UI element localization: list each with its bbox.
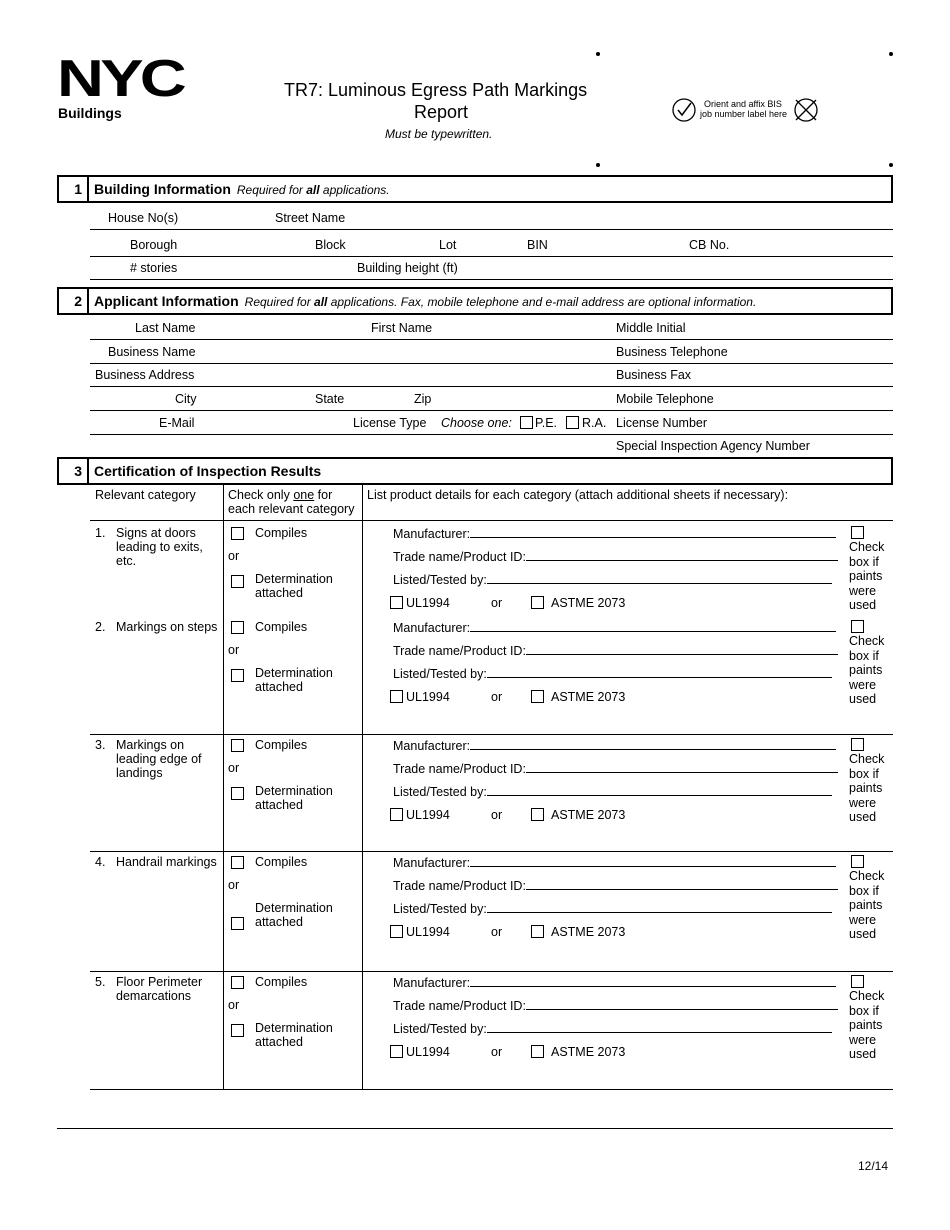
- paints-used-checkbox[interactable]: [851, 738, 864, 751]
- paints-used-label: Check: [849, 540, 885, 554]
- determination-checkbox[interactable]: [231, 1024, 244, 1037]
- determination-label-line2: attached: [255, 1035, 303, 1049]
- manufacturer-field[interactable]: Manufacturer:: [393, 855, 836, 870]
- category-name-line1: Markings on: [116, 738, 185, 752]
- ul1994-checkbox[interactable]: [390, 808, 403, 821]
- category-name-line1: Floor Perimeter: [116, 975, 203, 989]
- ul1994-label: UL1994: [406, 1045, 450, 1059]
- middle-initial-label: Middle Initial: [616, 321, 686, 335]
- manufacturer-field[interactable]: Manufacturer:: [393, 620, 836, 635]
- or-label: or: [228, 761, 240, 775]
- street-name-label: Street Name: [275, 211, 346, 225]
- choose-one-label: Choose one:: [441, 416, 512, 430]
- section-title: Certification of Inspection Results: [94, 463, 322, 479]
- label-hint-line1: Orient and affix BIS: [704, 99, 782, 109]
- form-title-line1: TR7: Luminous Egress Path Markings: [284, 80, 588, 100]
- astme-checkbox[interactable]: [531, 596, 544, 609]
- paints-used-checkbox[interactable]: [851, 855, 864, 868]
- astme-checkbox[interactable]: [531, 1045, 544, 1058]
- astme-label: ASTME 2073: [551, 925, 626, 939]
- form-subtitle: Must be typewritten.: [385, 127, 493, 141]
- paints-used-label: were: [849, 1032, 877, 1047]
- registration-dot: [889, 52, 893, 56]
- job-label-area: [671, 96, 821, 126]
- logo-text: NYC: [57, 50, 183, 108]
- category-name-line1: Markings on steps: [116, 620, 218, 634]
- trade-name-field[interactable]: Trade name/Product ID:: [393, 643, 838, 658]
- paints-used-label: used: [849, 1047, 877, 1061]
- listed-tested-field[interactable]: Listed/Tested by:: [393, 1021, 832, 1036]
- lot-label: Lot: [439, 238, 457, 252]
- or-label: or: [228, 998, 240, 1012]
- compiles-checkbox[interactable]: [231, 856, 244, 869]
- determination-label-line1: Determination: [255, 572, 333, 586]
- or-label: or: [228, 878, 240, 892]
- paints-used-label: used: [849, 927, 877, 941]
- paints-used-label: box if: [849, 1003, 879, 1018]
- paints-used-label: used: [849, 692, 877, 706]
- or-label: or: [491, 596, 503, 610]
- section-2-header: [57, 287, 893, 315]
- determination-label-line2: attached: [255, 915, 303, 929]
- paints-used-label: paints: [849, 663, 883, 677]
- form-title-line2: Report: [414, 102, 469, 122]
- category-name-line1: Handrail markings: [116, 855, 217, 869]
- col-check-header-line1: Check only one for: [228, 488, 333, 502]
- category-number: 1.: [95, 526, 106, 540]
- compiles-label: Compiles: [255, 738, 308, 752]
- col-check-header-line2: each relevant category: [228, 502, 355, 516]
- checkmark-circle-icon: [671, 97, 697, 123]
- ra-checkbox[interactable]: [566, 416, 579, 429]
- ul1994-checkbox[interactable]: [390, 690, 403, 703]
- crossed-circle-icon: [793, 97, 819, 123]
- manufacturer-field[interactable]: Manufacturer:: [393, 526, 836, 541]
- paints-used-label: used: [849, 598, 877, 612]
- section-number: 2: [59, 289, 89, 313]
- compiles-checkbox[interactable]: [231, 527, 244, 540]
- paints-used-checkbox[interactable]: [851, 975, 864, 988]
- paints-used-checkbox[interactable]: [851, 526, 864, 539]
- stories-label: # stories: [130, 261, 178, 275]
- borough-label: Borough: [130, 238, 178, 252]
- listed-tested-field[interactable]: Listed/Tested by:: [393, 572, 832, 587]
- paints-used-label: used: [849, 810, 877, 824]
- listed-tested-field[interactable]: Listed/Tested by:: [393, 901, 832, 916]
- section-1-header: [57, 175, 893, 203]
- paints-used-label: were: [849, 795, 877, 810]
- paints-used-label: Check: [849, 752, 885, 766]
- or-label: or: [491, 925, 503, 939]
- registration-dot: [889, 163, 893, 167]
- compiles-checkbox[interactable]: [231, 739, 244, 752]
- ul1994-checkbox[interactable]: [390, 925, 403, 938]
- paints-used-label: Check: [849, 989, 885, 1003]
- trade-name-field[interactable]: Trade name/Product ID:: [393, 761, 838, 776]
- col-product-header: List product details for each category (attach additional sheets if necessary):: [367, 488, 789, 502]
- paints-used-label: paints: [849, 898, 883, 912]
- section-title: Applicant Information Required for all applications. Fax, mobile telephone and e-mail address are optional information.: [94, 293, 757, 309]
- astme-checkbox[interactable]: [531, 690, 544, 703]
- paints-used-label: were: [849, 583, 877, 598]
- building-height-label: Building height (ft): [357, 261, 458, 275]
- bin-label: BIN: [527, 238, 548, 252]
- email-label: E-Mail: [159, 416, 195, 430]
- paints-used-label: were: [849, 912, 877, 927]
- trade-name-field[interactable]: Trade name/Product ID:: [393, 998, 838, 1013]
- determination-label-line1: Determination: [255, 1021, 333, 1035]
- trade-name-field[interactable]: Trade name/Product ID:: [393, 549, 838, 564]
- registration-dot: [596, 163, 600, 167]
- paints-used-label: paints: [849, 781, 883, 795]
- paints-used-label: paints: [849, 569, 883, 583]
- determination-checkbox[interactable]: [231, 787, 244, 800]
- trade-name-field[interactable]: Trade name/Product ID:: [393, 878, 838, 893]
- paints-used-label: Check: [849, 869, 885, 883]
- paints-used-label: box if: [849, 766, 879, 781]
- paints-used-label: paints: [849, 1018, 883, 1032]
- astme-label: ASTME 2073: [551, 1045, 626, 1059]
- or-label: or: [228, 549, 240, 563]
- compiles-checkbox[interactable]: [231, 621, 244, 634]
- paints-used-label: box if: [849, 648, 879, 663]
- state-label: State: [315, 392, 345, 406]
- zip-label: Zip: [414, 392, 432, 406]
- compiles-label: Compiles: [255, 620, 308, 634]
- section-number: 3: [59, 459, 89, 483]
- last-name-label: Last Name: [135, 321, 196, 335]
- category-name-line3: etc.: [116, 554, 137, 568]
- category-number: 3.: [95, 738, 106, 752]
- business-name-label: Business Name: [108, 345, 196, 359]
- ul1994-label: UL1994: [406, 596, 450, 610]
- or-label: or: [491, 808, 503, 822]
- determination-checkbox[interactable]: [231, 669, 244, 682]
- category-name-line2: demarcations: [116, 989, 192, 1003]
- determination-label-line2: attached: [255, 798, 303, 812]
- business-address-label: Business Address: [95, 368, 195, 382]
- cb-no-label: CB No.: [689, 238, 730, 252]
- determination-checkbox[interactable]: [231, 917, 244, 930]
- compiles-label: Compiles: [255, 975, 308, 989]
- category-number: 5.: [95, 975, 106, 989]
- logo-sub: Buildings: [58, 105, 122, 121]
- section-number: 1: [59, 177, 89, 201]
- block-label: Block: [315, 238, 346, 252]
- determination-checkbox[interactable]: [231, 575, 244, 588]
- category-name-line2: leading to exits,: [116, 540, 203, 554]
- business-fax-label: Business Fax: [616, 368, 692, 382]
- category-name-line2: leading edge of: [116, 752, 202, 766]
- listed-tested-field[interactable]: Listed/Tested by:: [393, 666, 832, 681]
- astme-checkbox[interactable]: [531, 925, 544, 938]
- category-name-line3: landings: [116, 766, 163, 780]
- registration-dot: [596, 52, 600, 56]
- ul1994-checkbox[interactable]: [390, 1045, 403, 1058]
- determination-label-line1: Determination: [255, 784, 333, 798]
- pe-label: P.E.: [535, 416, 558, 430]
- pe-checkbox[interactable]: [520, 416, 533, 429]
- paints-used-label: box if: [849, 883, 879, 898]
- city-label: City: [175, 392, 197, 406]
- special-inspection-label: Special Inspection Agency Number: [616, 439, 810, 453]
- license-number-label: License Number: [616, 416, 708, 430]
- listed-tested-field[interactable]: Listed/Tested by:: [393, 784, 832, 799]
- paints-used-label: box if: [849, 554, 879, 569]
- ra-label: R.A.: [582, 416, 607, 430]
- determination-label-line1: Determination: [255, 901, 333, 915]
- form-version: 12/14: [858, 1159, 889, 1173]
- ul1994-label: UL1994: [406, 808, 450, 822]
- astme-label: ASTME 2073: [551, 596, 626, 610]
- category-number: 2.: [95, 620, 106, 634]
- or-label: or: [491, 690, 503, 704]
- astme-label: ASTME 2073: [551, 690, 626, 704]
- manufacturer-field[interactable]: Manufacturer:: [393, 975, 836, 990]
- determination-label-line2: attached: [255, 586, 303, 600]
- section-3-header: [57, 457, 893, 485]
- compiles-checkbox[interactable]: [231, 976, 244, 989]
- house-no-label: House No(s): [108, 211, 179, 225]
- compiles-label: Compiles: [255, 526, 308, 540]
- paints-used-label: Check: [849, 634, 885, 648]
- determination-label-line1: Determination: [255, 666, 333, 680]
- or-label: or: [491, 1045, 503, 1059]
- ul1994-label: UL1994: [406, 690, 450, 704]
- first-name-label: First Name: [371, 321, 433, 335]
- ul1994-checkbox[interactable]: [390, 596, 403, 609]
- paints-used-checkbox[interactable]: [851, 620, 864, 633]
- label-hint-line2: job number label here: [700, 109, 788, 119]
- section-title: Building Information Required for all applications.: [94, 181, 390, 197]
- ul1994-label: UL1994: [406, 925, 450, 939]
- category-number: 4.: [95, 855, 106, 869]
- license-type-label: License Type: [353, 416, 427, 430]
- mobile-telephone-label: Mobile Telephone: [616, 392, 714, 406]
- business-telephone-label: Business Telephone: [616, 345, 728, 359]
- astme-checkbox[interactable]: [531, 808, 544, 821]
- or-label: or: [228, 643, 240, 657]
- paints-used-label: were: [849, 677, 877, 692]
- category-name-line1: Signs at doors: [116, 526, 196, 540]
- astme-label: ASTME 2073: [551, 808, 626, 822]
- manufacturer-field[interactable]: Manufacturer:: [393, 738, 836, 753]
- col-relevant-category: Relevant category: [95, 488, 196, 502]
- compiles-label: Compiles: [255, 855, 308, 869]
- nyc-buildings-logo: [57, 50, 197, 125]
- determination-label-line2: attached: [255, 680, 303, 694]
